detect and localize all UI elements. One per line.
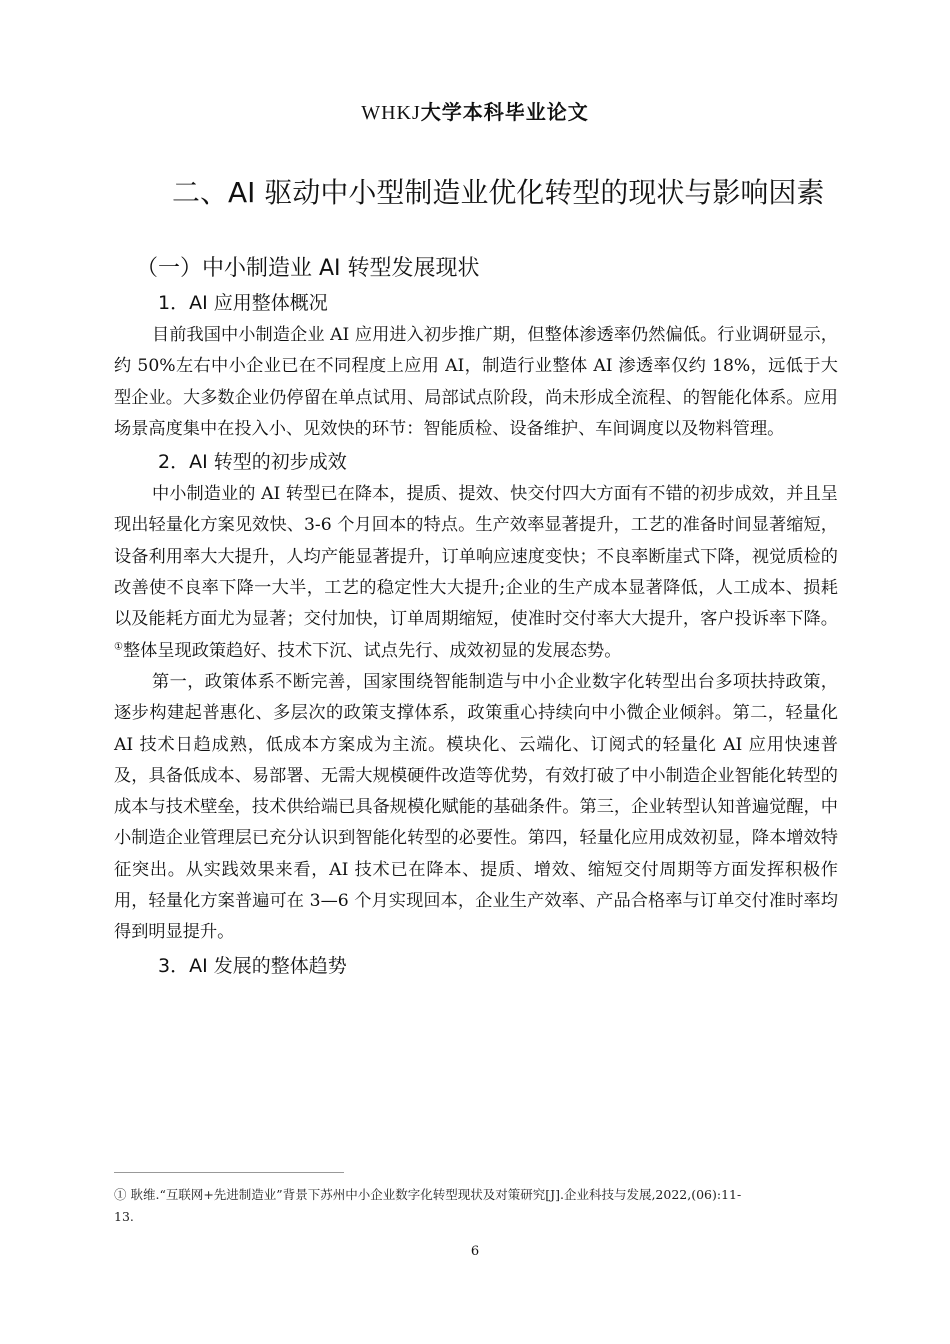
paragraph-2 (114, 479, 838, 667)
footnote: ① 耿维.“互联网+先进制造业”背景下苏州中小企业数字化转型现状及对策研究[J].企业科技与发展,2022,(06):11-13. (114, 1187, 742, 1224)
footnote-divider (114, 1172, 344, 1173)
paragraph-2-text-a: 中小制造业的 AI 转型已在降本，提质、提效、快交付四大方面有不错的初步成效，并且呈现出轻量化方案见效快、3-6 个月回本的特点。生产效率显著提升，工艺的准备时间显著缩短，设备利用率大大提升，人均产能显著提升，订单响应速度变快；不良率断崖式下降，视觉质检的改善使不良率下降一大半，工艺的稳定性大大提升;企业的生产成本显著降低，人工成本、损耗以及能耗方面尤为显著；交付加快，订单周期缩短，使准时交付率大大提升，客户投诉率下降。 (114, 484, 838, 630)
paragraph-3: 第一，政策体系不断完善，国家围绕智能制造与中小企业数字化转型出台多项扶持政策，逐步构建起普惠化、多层次的政策支撑体系，政策重心持续向中小微企业倾斜。第二，轻量化 AI 技术日趋成熟，低成本方案成为主流。模块化、云端化、订阅式的轻量化 AI 应用快速普及，具备低成本、易部署、无需大规模硬件改造等优势，有效打破了中小制造企业智能化转型的成本与技术壁垒，技术供给端已具备规模化赋能的基础条件。第三，企业转型认知普遍觉醒，中小制造企业管理层已充分认识到智能化转型的必要性。第四，轻量化应用成效初显，降本增效特征突出。从实践效果来看，AI 技术已在降本、提质、增效、缩短交付周期等方面发挥积极作用，轻量化方案普遍可在 3—6 个月实现回本，企业生产效率、产品合格率与订单交付准时率均得到明显提升。 (114, 671, 838, 943)
header-title: 大学本科毕业论文 (420, 100, 589, 124)
footnote-reference[interactable]: ① (114, 640, 123, 652)
subsection-title-1: 1．AI 应用整体概况 (158, 292, 328, 314)
page-number: 6 (470, 1244, 480, 1259)
section-title: （一）中小制造业 AI 转型发展现状 (136, 256, 480, 281)
header-latin: WHKJ (361, 102, 421, 124)
main-content (114, 168, 838, 983)
paragraph-1: 目前我国中小制造企业 AI 应用进入初步推广期，但整体渗透率仍然偏低。行业调研显示，约 50%左右中小企业已在不同程度上应用 AI，制造行业整体 AI 渗透率仅约 18%，远低于大型企业。大多数企业仍停留在单点试用、局部试点阶段，尚未形成全流程、的智能化体系。应用场景高度集中在投入小、见效快的环节：智能质检、设备维护、车间调度以及物料管理。 (114, 325, 838, 439)
running-header (0, 96, 950, 125)
subsection-title-2: 2．AI 转型的初步成效 (158, 451, 347, 474)
chapter-title: 二、AI 驱动中小型制造业优化转型的现状与影响因素 (172, 176, 825, 209)
paragraph-2-text-b: 整体呈现政策趋好、技术下沉、试点先行、成效初显的发展态势。 (122, 640, 622, 661)
subsection-title-3: 3．AI 发展的整体趋势 (158, 954, 347, 977)
